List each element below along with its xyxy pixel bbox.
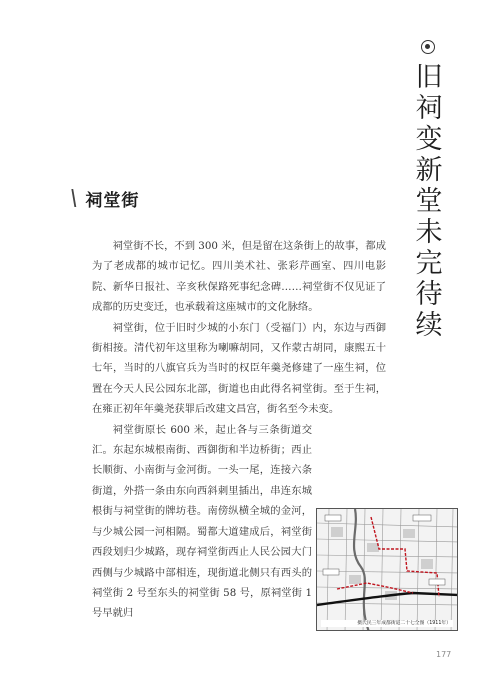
chapter-title-char: 堂 bbox=[415, 186, 443, 217]
section-heading bbox=[70, 186, 139, 211]
page-number: 177 bbox=[436, 650, 452, 659]
chapter-title-char: 变 bbox=[415, 124, 443, 155]
paragraph: 祠堂街原长 600 米，起止各与三条街道交汇。东起东城根南街、西御街和半边桥街；西止长顺街、小南街与金河街。一头一尾，连接六条街道，外搭一条由东向西斜刺里插出，串连东城根街与祠堂街的牌坊巷。南傍纵横全城的金河，与少城公园一河相隔。蜀都大道建成后，祠堂街西段划归少城路，现存祠堂街西止人民公园大门西侧与少城路中部相连，现街道北侧只有西头的祠堂街 2 号至东头的祠堂街 58 号，原祠堂街 1 号早就归 bbox=[92, 423, 312, 620]
map-drawing bbox=[317, 509, 458, 631]
chapter-title-char: 新 bbox=[415, 155, 443, 186]
chapter-title-char: 旧 bbox=[415, 62, 443, 93]
paragraph: 祠堂街，位于旧时少城的小东门（受福门）内，东边与西御街相接。清代初年这里称为喇嘛胡同，又作蒙古胡同，康熙五十七年，当时的八旗官兵为当时的权臣年羹尧修建了一座生祠，位置在今天人民公园东北部，街道也由此得名祠堂街。至于生祠，在雍正初年年羹尧获罪后改建文昌宫，街名至今未变。 bbox=[92, 321, 386, 416]
section-title: 祠堂街 bbox=[85, 191, 140, 211]
slash-mark-icon: \ bbox=[68, 185, 80, 211]
chapter-title-char: 完 bbox=[415, 248, 443, 279]
chapter-title-char: 祠 bbox=[415, 93, 443, 124]
paragraph: 祠堂街不长，不到 300 米，但是留在这条街上的故事，都成为了老成都的城市记忆。四川美术社、张彩芹画室、四川电影院、新华日报社、辛亥秋保路死事纪念碑……祠堂街不仅见证了成都的历史变迁，也承载着这座城市的文化脉络。 bbox=[92, 240, 386, 314]
chapter-title-char: 续 bbox=[415, 310, 443, 341]
chapter-title-char: 待 bbox=[415, 279, 443, 310]
chapter-title bbox=[414, 62, 444, 341]
map-caption: 摄氏民三年成都街道二十七全图（1911年） bbox=[321, 620, 453, 627]
circle-bullet-icon bbox=[421, 40, 435, 54]
chapter-title-char: 未 bbox=[415, 217, 443, 248]
historic-street-map bbox=[316, 508, 458, 631]
